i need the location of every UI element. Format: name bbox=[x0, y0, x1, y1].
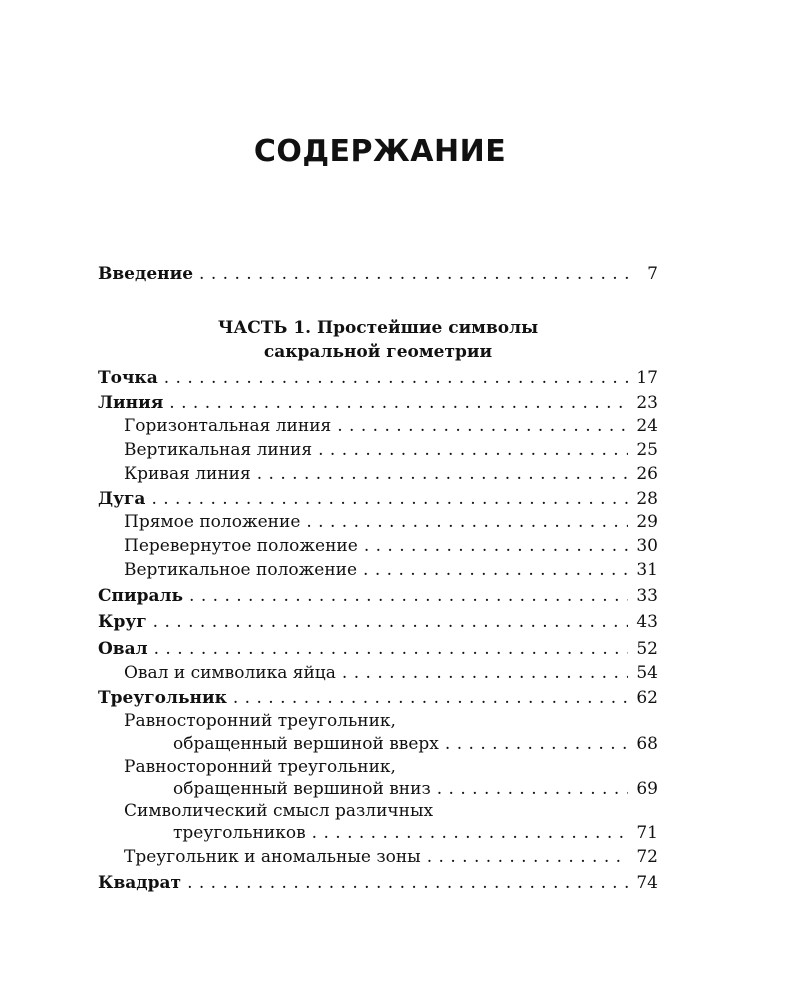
toc-entry-page: 54 bbox=[636, 663, 658, 683]
toc-entry-title: Точка bbox=[98, 368, 158, 388]
toc-subentry-oval-egg[interactable] bbox=[124, 661, 658, 685]
leader-dots bbox=[151, 487, 628, 511]
toc-entry-page: 52 bbox=[636, 639, 658, 659]
toc-entry-page: 30 bbox=[636, 536, 658, 556]
toc-entry-title: обращенный вершиной вверх bbox=[173, 734, 439, 754]
toc-entry-page: 7 bbox=[647, 264, 658, 284]
toc-entry-title: треугольников bbox=[173, 823, 306, 843]
leader-dots bbox=[154, 637, 628, 661]
toc-entry-page: 24 bbox=[636, 416, 658, 436]
toc-entry-tochka[interactable] bbox=[98, 366, 658, 390]
toc-subentry-vertical-position[interactable] bbox=[124, 558, 658, 582]
part-heading-line1: ЧАСТЬ 1. Простейшие символы bbox=[217, 318, 539, 338]
toc-entry-page: 68 bbox=[636, 734, 658, 754]
leader-dots bbox=[337, 414, 628, 438]
toc-entry-triangle[interactable] bbox=[98, 686, 658, 710]
toc-entry-page: 69 bbox=[636, 779, 658, 799]
toc-entry-title: Вертикальная линия bbox=[124, 440, 313, 460]
toc-entry-spiral[interactable] bbox=[98, 584, 658, 608]
leader-dots bbox=[437, 777, 628, 801]
leader-dots bbox=[164, 366, 628, 390]
toc-subentry-anomalous[interactable] bbox=[124, 845, 658, 869]
toc-entry-page: 72 bbox=[636, 847, 658, 867]
toc-entry-page: 71 bbox=[636, 823, 658, 843]
toc-subentry-straight[interactable] bbox=[124, 510, 658, 534]
toc-entry-title: Спираль bbox=[98, 586, 184, 606]
toc-entry-title: Кривая линия bbox=[124, 464, 251, 484]
toc-entry-square[interactable] bbox=[98, 871, 658, 895]
toc-entry-page: 33 bbox=[636, 586, 658, 606]
leader-dots bbox=[427, 845, 628, 869]
toc-subentry-equilateral-down-line1[interactable]: Равносторонний треугольник, bbox=[124, 757, 396, 777]
toc-subentry-inverted[interactable] bbox=[124, 534, 658, 558]
toc-entry-title: Прямое положение bbox=[124, 512, 301, 532]
toc-subentry-horizontal[interactable] bbox=[124, 414, 658, 438]
toc-entry-title: Треугольник и аномальные зоны bbox=[124, 847, 421, 867]
toc-entry-title: Линия bbox=[98, 393, 164, 413]
toc-subentry-symbolic[interactable] bbox=[173, 821, 658, 845]
part-heading-line2: сакральной геометрии bbox=[263, 342, 493, 362]
leader-dots bbox=[445, 732, 628, 756]
toc-entry-title: Треугольник bbox=[98, 688, 227, 708]
leader-dots bbox=[318, 438, 628, 462]
leader-dots bbox=[187, 871, 628, 895]
toc-entry-title: Овал и символика яйца bbox=[124, 663, 336, 683]
toc-entry-title: Вертикальное положение bbox=[124, 560, 358, 580]
toc-entry-title: обращенный вершиной вниз bbox=[173, 779, 431, 799]
toc-entry-duga[interactable] bbox=[98, 487, 658, 511]
toc-subentry-equilateral-up-line1[interactable]: Равносторонний треугольник, bbox=[124, 711, 396, 731]
leader-dots bbox=[189, 584, 628, 608]
toc-subentry-symbolic-line1[interactable]: Символический смысл различных bbox=[124, 801, 434, 821]
toc-subentry-equilateral-down[interactable] bbox=[173, 777, 658, 801]
toc-entry-title: Перевернутое положение bbox=[124, 536, 358, 556]
toc-entry-page: 26 bbox=[636, 464, 658, 484]
toc-subentry-vertical[interactable] bbox=[124, 438, 658, 462]
leader-dots bbox=[257, 462, 628, 486]
leader-dots bbox=[306, 510, 628, 534]
toc-entry-page: 74 bbox=[636, 873, 658, 893]
leader-dots bbox=[199, 262, 628, 286]
toc-entry-title: Дуга bbox=[98, 489, 146, 509]
toc-entry-krug[interactable] bbox=[98, 610, 658, 634]
leader-dots bbox=[363, 558, 628, 582]
toc-entry-title: Введение bbox=[98, 264, 194, 284]
toc-entry-title: Круг bbox=[98, 612, 147, 632]
leader-dots bbox=[153, 610, 628, 634]
toc-entry-intro[interactable] bbox=[98, 262, 658, 286]
toc-entry-page: 29 bbox=[636, 512, 658, 532]
toc-entry-page: 62 bbox=[636, 688, 658, 708]
leader-dots bbox=[169, 391, 628, 415]
toc-entry-page: 17 bbox=[636, 368, 658, 388]
toc-entry-title: Овал bbox=[98, 639, 148, 659]
leader-dots bbox=[342, 661, 628, 685]
toc-entry-liniya[interactable] bbox=[98, 391, 658, 415]
toc-subentry-equilateral-up[interactable] bbox=[173, 732, 658, 756]
leader-dots bbox=[364, 534, 628, 558]
leader-dots bbox=[233, 686, 628, 710]
toc-entry-page: 31 bbox=[636, 560, 658, 580]
toc-entry-title: Квадрат bbox=[98, 873, 182, 893]
toc-entry-page: 23 bbox=[636, 393, 658, 413]
page-title: СОДЕРЖАНИЕ bbox=[253, 134, 507, 169]
leader-dots bbox=[312, 821, 628, 845]
toc-entry-oval[interactable] bbox=[98, 637, 658, 661]
toc-entry-title: Горизонтальная линия bbox=[124, 416, 332, 436]
toc-entry-page: 25 bbox=[636, 440, 658, 460]
toc-entry-page: 28 bbox=[636, 489, 658, 509]
toc-subentry-curve[interactable] bbox=[124, 462, 658, 486]
toc-entry-page: 43 bbox=[636, 612, 658, 632]
